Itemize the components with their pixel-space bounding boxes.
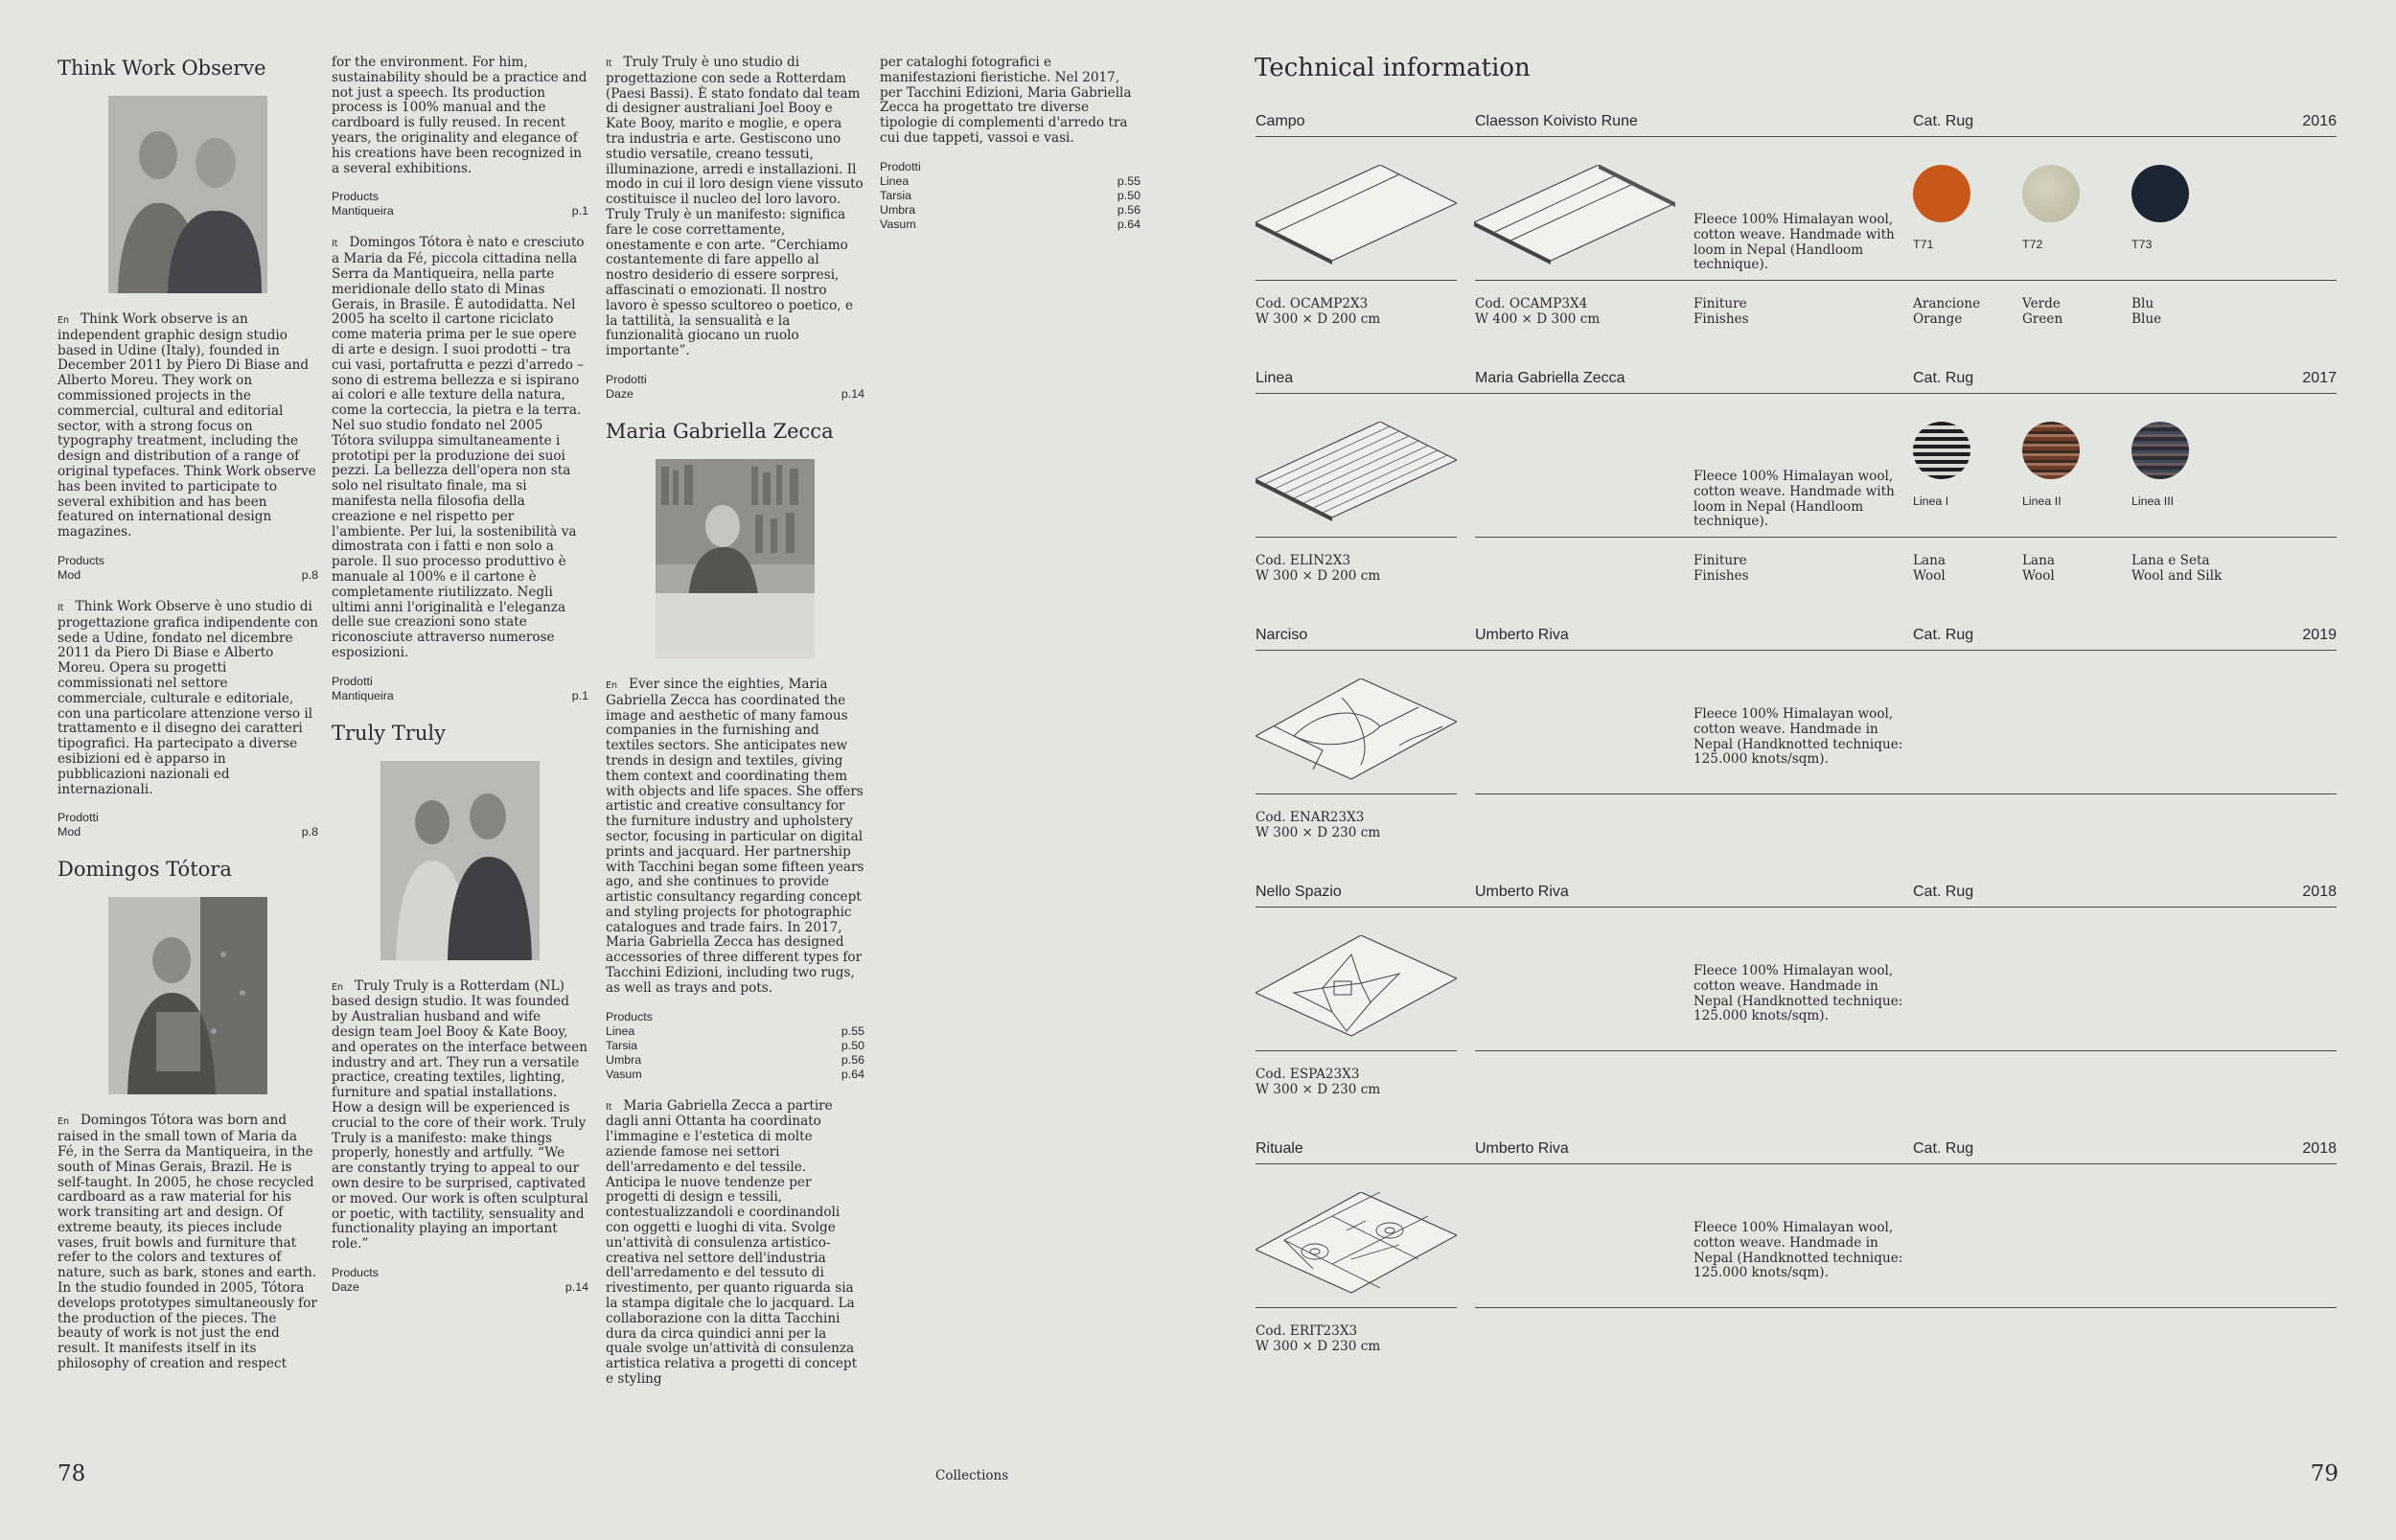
- divider: [1256, 1050, 1457, 1051]
- page-number: 78: [58, 1461, 86, 1486]
- rug-drawing: [1256, 165, 1457, 270]
- product-row: [606, 1039, 864, 1053]
- swatch: [2131, 422, 2189, 508]
- swatch-name: [1913, 297, 2028, 328]
- divider: [1475, 537, 2337, 538]
- divider: [1475, 793, 2337, 794]
- designer-name: Think Work Observe: [58, 57, 266, 80]
- section-header: [1256, 364, 2337, 394]
- swatch-name-en: Wool: [2022, 567, 2055, 584]
- section-header: [1256, 621, 2337, 651]
- product-name: Mod: [58, 825, 81, 839]
- swatch-color: [2131, 422, 2189, 479]
- lang-label: It: [58, 602, 64, 613]
- designer: Claesson Koivisto Rune: [1475, 113, 1638, 129]
- products-label: Products: [332, 190, 379, 204]
- product-name: Umbra: [606, 1052, 642, 1067]
- product-name: Vasum: [606, 1067, 642, 1081]
- lang-label: En: [58, 1116, 70, 1128]
- product-page: p.1: [571, 688, 588, 702]
- swatch-name-it: Blu: [2131, 296, 2154, 311]
- product-page: p.50: [1117, 188, 1140, 202]
- product-name: Rituale: [1256, 1140, 1303, 1157]
- designer: Umberto Riva: [1475, 1140, 1569, 1157]
- lang-label: En: [332, 981, 344, 993]
- swatch-code: T73: [2131, 238, 2153, 251]
- bio-it: [58, 600, 318, 797]
- product-name: Nello Spazio: [1256, 884, 1342, 900]
- spec-section-nello-spazio: [1256, 878, 2337, 1135]
- swatch-color: [2022, 165, 2080, 222]
- dimensions: W 300 × D 230 cm: [1256, 824, 1381, 840]
- product-row: [880, 174, 1140, 189]
- rug-drawing: [1256, 1192, 1457, 1298]
- product-row: [606, 1024, 864, 1039]
- section-header: [1256, 107, 2337, 137]
- product-name: Tarsia: [606, 1038, 638, 1052]
- product-row: [58, 825, 318, 839]
- bio-it: [606, 1099, 864, 1388]
- swatch-name-en: Orange: [1913, 310, 1963, 327]
- designer: Umberto Riva: [1475, 884, 1569, 900]
- bio-text: Domingos Tótora è nato e cresciuto a Maria da Fé, piccola cittadina nella Serra da Mantiqueira, nella parte meridionale dello stato di Minas Gerais, in Brasile. È autodidatta. Nel 2005 ha scelto il cartone riciclato come materia prima per le sue opere di arte e design. I suoi prodotti – tra cui vasi, portafrutta e pezzi d'arredo – sono di estrema bellezza e si ispirano ai colori e alle texture della natura, come la corteccia, la pietra e la terra. Nel suo studio fondato nel 2005 Tótora sviluppa simultaneamente i prototipi per la produzione dei suoi pezzi. La bellezza dell'opera non sta solo nel risultato finale, ma si manifesta nella filosofia della creazione e nel rispetto per l'ambiente. Per lui, la sostenibilità va dimostrata con i fatti e non solo a parole. Il suo processo produttivo è manuale al 100% e il cartone è completamente riutilizzato. Negli ultimi anni l'originalità e l'eleganza delle sue creazioni sono state riconosciute attraverso numerose esposizioni.: [332, 235, 585, 660]
- code: Cod. ENAR23X3: [1256, 810, 1365, 825]
- portrait-truly-truly: [380, 761, 540, 960]
- designer-name: Maria Gabriella Zecca: [606, 419, 834, 443]
- spec-section-campo: [1256, 107, 2337, 364]
- running-footer: Collections: [935, 1468, 1009, 1483]
- product-name: Linea: [1256, 370, 1294, 386]
- product-name: Daze: [332, 1280, 359, 1295]
- swatch-code: Linea III: [2131, 494, 2175, 508]
- dimensions: W 400 × D 300 cm: [1475, 310, 1601, 327]
- products-label: Products: [606, 1009, 653, 1023]
- category: Cat. Rug: [1913, 370, 1974, 386]
- bio-text: Truly Truly is a Rotterdam (NL) based design studio. It was founded by Australian husband and wife design team Joel Booy & Kate Booy, and operates on the interface between industry and art. They run a versatile practice, creating textiles, lighting, furniture and spatial installations. How a design will be experienced is crucial to the core of their work. Truly Truly is a manifesto: make things properly, honestly and artfully. “We are constantly trying to appeal to our own desire to be surprised, captivated or moved. Our work is often sculptural or poetic, with tactility, sensuality and functionality playing an important role.”: [332, 977, 588, 1253]
- year: 2017: [2302, 370, 2337, 386]
- designer-name: Truly Truly: [332, 721, 446, 745]
- portrait-maria-gabriella-zecca: [656, 459, 815, 658]
- designer: Maria Gabriella Zecca: [1475, 370, 1625, 386]
- column-4: [880, 56, 1140, 249]
- rug-drawing: [1256, 678, 1457, 784]
- finishes-it: Finiture: [1693, 296, 1747, 311]
- spec-section-linea: [1256, 364, 2337, 621]
- bio-it: [606, 56, 864, 359]
- portrait-think-work-observe: [108, 96, 267, 293]
- year: 2018: [2302, 884, 2337, 900]
- column-1: [58, 56, 318, 1386]
- category: Cat. Rug: [1913, 113, 1974, 129]
- dimensions: W 300 × D 200 cm: [1256, 310, 1381, 327]
- swatch-color: [1913, 165, 1970, 222]
- bio-text-continued: per cataloghi fotografici e manifestazioni fieristiche. Nel 2017, per Tacchini Edizioni, Maria Gabriella Zecca ha progettato tre diverse tipologie di complementi d'arredo tra cui due tappeti, vassoi e vasi.: [880, 55, 1132, 146]
- products-label: Products: [332, 1266, 379, 1280]
- product-code: [1256, 554, 1380, 585]
- year: 2016: [2302, 113, 2337, 129]
- product-name: Mantiqueira: [332, 688, 394, 702]
- bio-text: Maria Gabriella Zecca a partire dagli anni Ottanta ha coordinato l'immagine e l'estetica di molte aziende famose nei settori dell'arredamento e del tessile. Anticipa le nuove tendenze per progetti di design e tessili, contestualizzandoli e coordinandoli con oggetti e luoghi di vita. Svolge un'attività di consulenza artistico-creativa nel settore dell'industria dell'arredamento e del tessuto di rivestimento, per quanto riguarda sia la stampa digitale che lo jacquard. La collaborazione con la ditta Tacchini dura da circa quindici anni per la quale svolge un'attività di consulenza artistica relativa a progetti di concept e styling: [606, 1097, 858, 1388]
- year: 2018: [2302, 1140, 2337, 1157]
- swatch-name-it: Arancione: [1913, 296, 1981, 311]
- product-row: [332, 204, 588, 218]
- product-name: Campo: [1256, 113, 1305, 129]
- right-page: [1198, 0, 2396, 1540]
- material-description: Fleece 100% Himalayan wool, cotton weave. Handmade with loom in Nepal (Handloom technique).: [1693, 469, 1895, 530]
- divider: [1475, 1050, 2337, 1051]
- category: Cat. Rug: [1913, 627, 1974, 643]
- spec-section-narciso: [1256, 621, 2337, 878]
- swatch-name: [2131, 554, 2246, 585]
- category: Cat. Rug: [1913, 1140, 1974, 1157]
- products-label: Prodotti: [880, 159, 921, 173]
- product-name: Tarsia: [880, 188, 912, 202]
- material-description: Fleece 100% Himalayan wool, cotton weave. Handmade with loom in Nepal (Handloom technique).: [1693, 212, 1895, 273]
- rug-drawing: [1474, 165, 1675, 270]
- swatch-code: Linea II: [2022, 494, 2062, 508]
- bio-text: Domingos Tótora was born and raised in the small town of Maria da Fé, in the Serra da Mantiqueira, in the south of Minas Gerais, Brazil. He is self-taught. In 2005, he chose recycled cardboard as a raw material for his work transiting art and design. Of extreme beauty, its pieces include vases, fruit bowls and furniture that refer to the colors and textures of nature, such as bark, stones and earth. In the studio founded in 2005, Tótora develops prototypes simultaneously for the production of the pieces. The beauty of work is not just the end result. It manifests itself in its philosophy of creation and respect: [58, 1113, 317, 1372]
- product-page: p.64: [841, 1067, 864, 1081]
- product-name: Mod: [58, 567, 81, 582]
- category: Cat. Rug: [1913, 884, 1974, 900]
- lang-label: It: [332, 239, 338, 250]
- bio-it: [332, 236, 588, 660]
- swatch: [2022, 165, 2080, 251]
- products-it: [332, 675, 588, 703]
- swatch: [1913, 422, 1970, 508]
- code: Cod. ERIT23X3: [1256, 1323, 1358, 1339]
- designer: Umberto Riva: [1475, 627, 1569, 643]
- swatch-name-en: Green: [2022, 310, 2063, 327]
- finishes-en: Finishes: [1693, 567, 1749, 584]
- code: Cod. ELIN2X3: [1256, 553, 1351, 568]
- divider: [1256, 793, 1457, 794]
- material-description: Fleece 100% Himalayan wool, cotton weave. Handmade in Nepal (Handknotted technique: 125.000 knots/sqm).: [1693, 706, 1903, 768]
- section-header: [1256, 878, 2337, 908]
- bio-en: [332, 979, 588, 1253]
- product-page: p.14: [564, 1280, 588, 1295]
- bio-en: [606, 678, 864, 997]
- product-page: p.1: [571, 204, 588, 218]
- bio-text: Truly Truly è uno studio di progettazione con sede a Rotterdam (Paesi Bassi). È stato fondato dal team di designer australiani Joel Booy e Kate Booy, marito e moglie, e opera tra industria e arte. Gestiscono uno studio versatile, creano tessuti, illuminazione, arredi e installazioni. Il modo in cui il loro design viene vissuto costituisce il nucleo del loro lavoro. Truly Truly è un manifesto: significa fare le cose correttamente, onestamente e con arte. “Cerchiamo costantemente di fare appello al nostro desiderio di essere sorpresi, affascinati o emozionati. Il nostro lavoro è spesso scultoreo o poetico, e la tattilità, la sensualità e la funzionalità giocano un ruolo importante”.: [606, 55, 864, 359]
- products-en: [332, 190, 588, 218]
- bio-en: [58, 1114, 318, 1372]
- swatch: [2022, 422, 2080, 508]
- products-label: Prodotti: [332, 674, 373, 688]
- product-code: [1256, 1324, 1380, 1355]
- lang-label: En: [606, 679, 618, 691]
- finishes-en: Finishes: [1693, 310, 1749, 327]
- section-header: [1256, 1135, 2337, 1164]
- swatch-name-en: Wool and Silk: [2131, 567, 2223, 584]
- swatch: [1913, 165, 1970, 251]
- swatch-name: [2022, 554, 2137, 585]
- swatch-name-en: Blue: [2131, 310, 2162, 327]
- product-page: p.55: [1117, 173, 1140, 188]
- product-page: p.64: [1117, 217, 1140, 231]
- code: Cod. OCAMP3X4: [1475, 296, 1588, 311]
- swatch-code: Linea I: [1913, 494, 1949, 508]
- product-row: [606, 1068, 864, 1082]
- column-2: [332, 56, 588, 1312]
- swatch-code: T72: [2022, 238, 2043, 251]
- product-row: [880, 218, 1140, 232]
- material-description: Fleece 100% Himalayan wool, cotton weave. Handmade in Nepal (Handknotted technique: 125.000 knots/sqm).: [1693, 963, 1903, 1024]
- swatch-name: [1913, 554, 2028, 585]
- lang-label: It: [606, 1101, 612, 1113]
- swatch-color: [2022, 422, 2080, 479]
- products-it: [880, 160, 1140, 232]
- product-name: Linea: [606, 1023, 635, 1038]
- designer-name: Domingos Tótora: [58, 858, 232, 882]
- product-row: [606, 1053, 864, 1068]
- products-label: Products: [58, 553, 104, 567]
- product-name: Linea: [880, 173, 910, 188]
- dimensions: W 300 × D 230 cm: [1256, 1338, 1381, 1354]
- product-page: p.56: [841, 1052, 864, 1067]
- year: 2019: [2302, 627, 2337, 643]
- divider: [1475, 1307, 2337, 1308]
- swatch-name-it: Verde: [2022, 296, 2061, 311]
- swatch-name: [2131, 297, 2246, 328]
- product-name: Narciso: [1256, 627, 1308, 643]
- product-row: [332, 1280, 588, 1295]
- product-row: [332, 689, 588, 703]
- swatch-code: T71: [1913, 238, 1934, 251]
- swatch-color: [2131, 165, 2189, 222]
- swatch-name: [2022, 297, 2137, 328]
- products-en: [606, 1010, 864, 1082]
- column-3: [606, 56, 864, 1401]
- portrait-domingos-totora: [108, 897, 267, 1094]
- products-it: [58, 811, 318, 839]
- product-row: [58, 568, 318, 583]
- rug-drawing: [1256, 935, 1457, 1041]
- product-page: p.56: [1117, 202, 1140, 217]
- swatch-color: [1913, 422, 1970, 479]
- divider: [1256, 537, 1457, 538]
- bio-text-continued: for the environment. For him, sustainability should be a practice and not just a speech. Its production process is 100% manual and the cardboard is fully reused. In recent years, the originality and elegance of his creations have been recognized in a several exhibitions.: [332, 55, 587, 176]
- product-name: Vasum: [880, 217, 916, 231]
- divider: [1475, 280, 2337, 281]
- products-en: [332, 1266, 588, 1295]
- product-name: Daze: [606, 386, 634, 401]
- finishes-it: Finiture: [1693, 553, 1747, 568]
- product-code: [1475, 297, 1600, 328]
- product-row: [880, 203, 1140, 218]
- products-en: [58, 554, 318, 583]
- page-title: Technical information: [1255, 54, 1531, 82]
- products-it: [606, 373, 864, 402]
- product-name: Umbra: [880, 202, 916, 217]
- divider: [1256, 1307, 1457, 1308]
- lang-label: It: [606, 58, 612, 69]
- product-name: Mantiqueira: [332, 204, 394, 218]
- product-row: [606, 387, 864, 402]
- product-page: p.55: [841, 1023, 864, 1038]
- material-description: Fleece 100% Himalayan wool, cotton weave. Handmade in Nepal (Handknotted technique: 125.000 knots/sqm).: [1693, 1220, 1903, 1281]
- dimensions: W 300 × D 200 cm: [1256, 567, 1381, 584]
- spec-section-rituale: [1256, 1135, 2337, 1391]
- dimensions: W 300 × D 230 cm: [1256, 1081, 1381, 1097]
- product-code: [1256, 297, 1380, 328]
- bio-text: Think Work Observe è uno studio di progettazione grafica indipendente con sede a Udine, fondato nel dicembre 2011 da Piero Di Biase e Alberto Moreu. Opera su progetti commissionati nel settore commerciale, culturale e editoriale, con una particolare attenzione verso il trattamento e il disegno dei caratteri tipografici. Ha partecipato a diverse esibizioni ed è apparso in pubblicazioni nazionali ed internazionali.: [58, 598, 318, 797]
- bio-text: Think Work observe is an independent graphic design studio based in Udine (Italy), founded in December 2011 by Piero Di Biase and Alberto Moreu. They work on commissioned projects in the commercial, cultural and editorial sector, with a strong focus on typography treatment, including the design and distribution of a range of original typefaces. Think Work observe has been invited to participate to several exhibition and has been featured on international design magazines.: [58, 311, 316, 540]
- product-page: p.8: [301, 567, 318, 582]
- code: Cod. ESPA23X3: [1256, 1067, 1360, 1082]
- product-page: p.8: [301, 825, 318, 839]
- product-page: p.14: [841, 386, 864, 401]
- product-code: [1256, 1068, 1380, 1098]
- product-page: p.50: [841, 1038, 864, 1052]
- swatch: [2131, 165, 2189, 251]
- lang-label: En: [58, 315, 70, 326]
- swatch-name-en: Wool: [1913, 567, 1946, 584]
- rug-drawing: [1256, 422, 1457, 527]
- product-code: [1256, 811, 1380, 841]
- swatch-name-it: Lana: [1913, 553, 1946, 568]
- bio-text: Ever since the eighties, Maria Gabriella Zecca has coordinated the image and aesthetic of many famous companies in the furnishing and textiles sectors. She anticipates new trends in design and textiles, giving them context and coordinating them with objects and life spaces. She offers artistic and creative consultancy for the furniture industry and upholstery sector, focusing in particular on digital prints and jacquard. Her partnership with Tacchini began some fifteen years ago, and she continues to provide artistic consultancy regarding concept and styling projects for photographic catalogues and trade fairs. In 2017, Maria Gabriella Zecca has designed accessories of three different types for Tacchini Edizioni, including two rugs, as well as trays and pots.: [606, 676, 864, 996]
- bio-en: [58, 312, 318, 540]
- code: Cod. OCAMP2X3: [1256, 296, 1369, 311]
- products-label: Prodotti: [606, 372, 647, 386]
- finishes-label: [1693, 297, 1749, 328]
- products-label: Prodotti: [58, 811, 99, 825]
- product-row: [880, 189, 1140, 203]
- swatch-name-it: Lana: [2022, 553, 2055, 568]
- finishes-label: [1693, 554, 1749, 585]
- page-number: 79: [2310, 1461, 2338, 1486]
- swatch-name-it: Lana e Seta: [2131, 553, 2210, 568]
- divider: [1256, 280, 1457, 281]
